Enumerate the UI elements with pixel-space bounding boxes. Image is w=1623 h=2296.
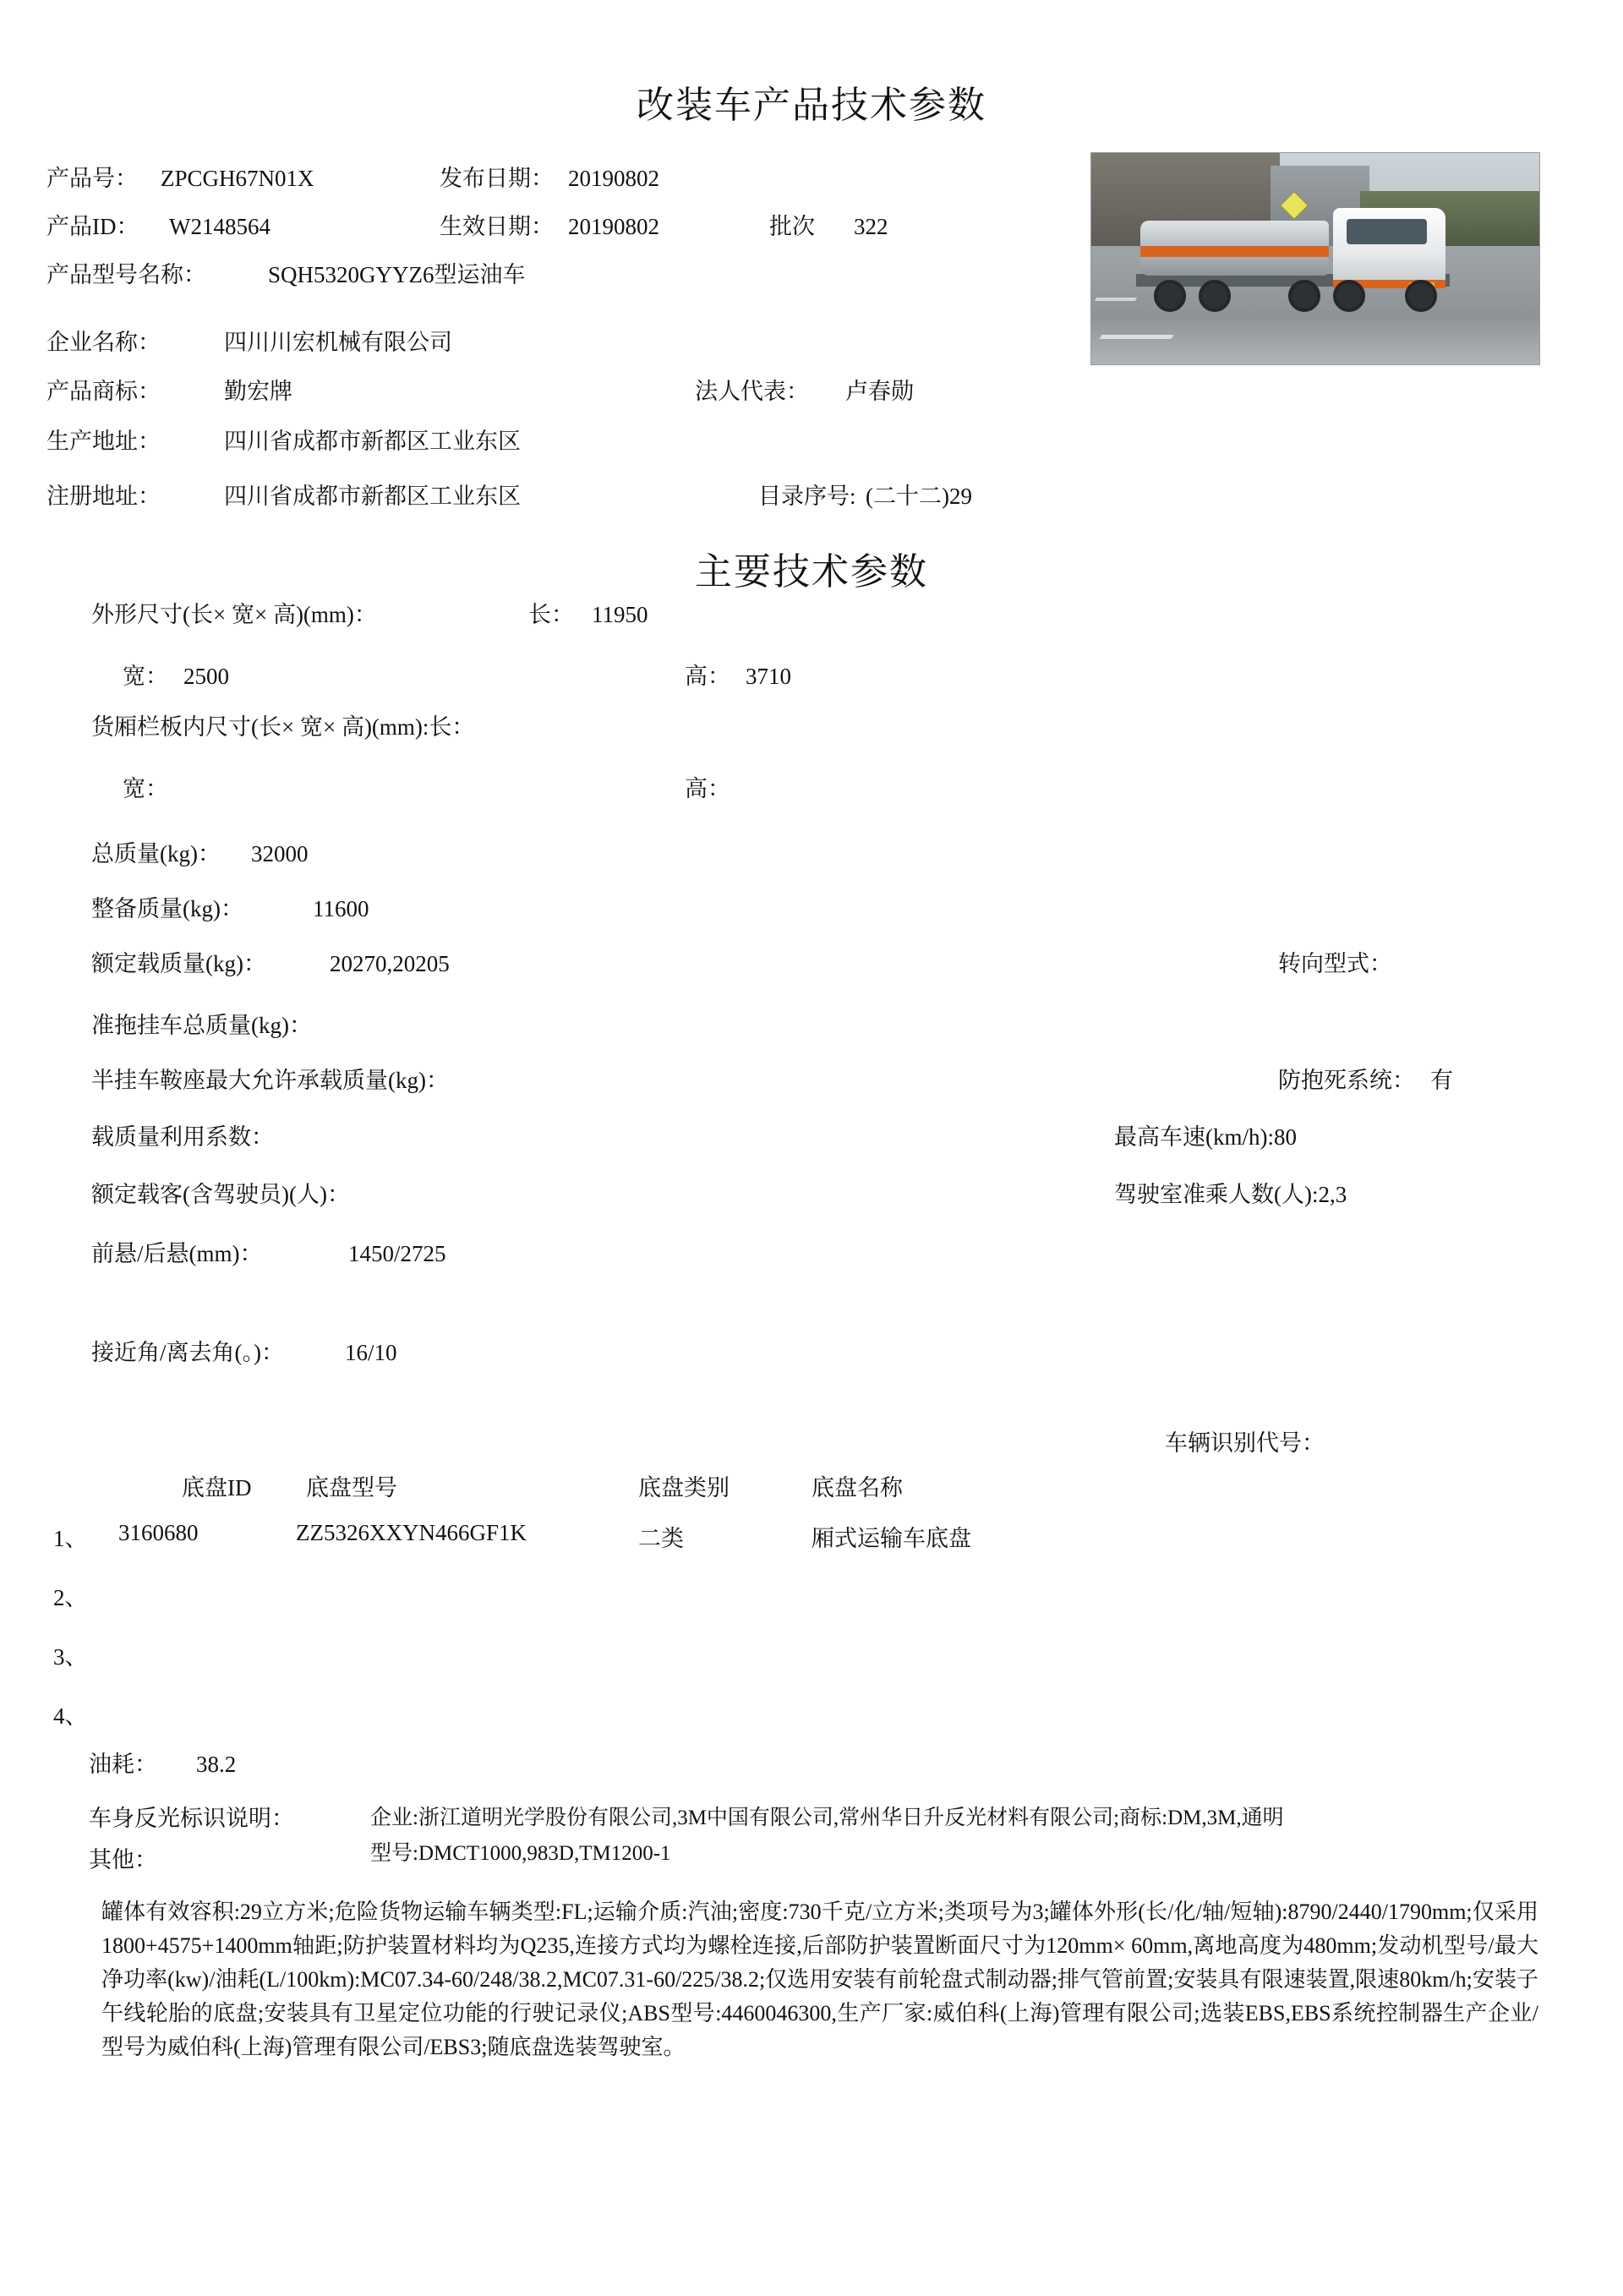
load-coefficient-label: 载质量利用系数： [91,1124,274,1150]
gross-mass-label: 总质量(kg)： [91,841,221,866]
product-no-value: ZPCGH67N01X [161,166,314,191]
max-speed-label: 最高车速(km/h):80 [1114,1124,1297,1150]
trademark-label: 产品商标： [46,379,161,404]
approach-angle-value: 16/10 [345,1340,397,1365]
steering-type-label: 转向型式： [1278,951,1392,976]
height-value: 3710 [746,664,791,689]
saddle-mass-label: 半挂车鞍座最大允许承载质量(kg)： [91,1068,449,1093]
effective-date-value: 20190802 [568,214,659,239]
registered-address-label: 注册地址： [46,484,161,509]
photo-wheel-1 [1154,280,1186,312]
photo-wheel-2 [1199,280,1231,312]
length-value: 11950 [592,602,648,627]
cargo-width-label: 宽： [123,776,168,801]
table-cell-chassis-name: 厢式运输车底盘 [812,1526,971,1551]
approach-angle-label: 接近角/离去角(。)： [91,1340,284,1365]
rated-load-value: 20270,20205 [330,951,450,976]
photo-wheel-5 [1405,280,1437,312]
table-cell-chassis-id: 3160680 [118,1520,199,1545]
rated-passengers-label: 额定载客(含驾驶员)(人)： [91,1182,350,1207]
page-title: 改装车产品技术参数 [637,85,986,126]
product-no-label: 产品号： [46,166,138,191]
width-label: 宽： [123,664,168,689]
batch-label: 批次 [769,214,815,239]
registered-address-value: 四川省成都市新都区工业东区 [224,484,521,509]
release-date-label: 发布日期： [440,166,554,191]
photo-tank-stripe [1140,246,1329,257]
description-paragraph: 罐体有效容积:29立方米;危险货物运输车辆类型:FL;运输介质:汽油;密度:730千克/立方米;类项号为3;罐体外形(长/化/轴/短轴):8790/2440/1790mm;仅采用1800+4575+1400mm轴距;防护装置材料均为Q235,连接方式均为螺栓连接,后部防护装置断面尺寸为120mm× 60mm,离地高度为480mm;发动机型号/最大净功率(kw)/油耗(L/100km):MC07.34-60/248/38.2,MC07.31-60/225/38.2;仅选用安装有前轮盘式制动器;排气管前置;安装具有限速装置,限速80km/h;安装子午线轮胎的底盘;安装具有卫星定位功能的行驶记录仪;ABS型号:4460046300,生产厂家:威伯科(上海)管理有限公司;选装EBS,EBS系统控制器生产企业/型号为威伯科(上海)管理有限公司/EBS3;随底盘选装驾驶室。 [101,1900,1538,2059]
reflective-label: 车身反光标识说明： [89,1806,294,1831]
rated-load-label: 额定载质量(kg)： [91,951,266,976]
fuel-value: 38.2 [196,1752,237,1777]
legal-rep-value: 卢春勋 [845,379,914,404]
length-label: 长： [528,602,574,627]
cargo-dimensions-label: 货厢栏板内尺寸(长× 宽× 高)(mm):长： [91,714,475,740]
release-date-value: 20190802 [568,166,659,191]
table-header-chassis-model: 底盘型号 [306,1475,397,1501]
photo-wheel-4 [1333,280,1365,312]
width-value: 2500 [183,664,229,689]
trailer-mass-label: 准拖挂车总质量(kg)： [91,1013,312,1038]
enterprise-value: 四川川宏机械有限公司 [224,330,452,355]
vin-label: 车辆识别代号： [1165,1430,1325,1456]
photo-wheel-3 [1288,280,1320,312]
table-row: 1、 [53,1526,88,1551]
table-header-chassis-category: 底盘类别 [638,1475,730,1501]
enterprise-label: 企业名称： [46,330,161,355]
production-address-label: 生产地址： [46,429,161,454]
photo-lane-marking-2 [1095,298,1137,301]
dimensions-label: 外形尺寸(长× 宽× 高)(mm)： [91,602,377,627]
table-header-chassis-name: 底盘名称 [812,1475,903,1501]
trademark-value: 勤宏牌 [224,379,292,404]
abs-value: 有 [1430,1068,1453,1093]
table-cell-chassis-category: 二类 [638,1526,684,1551]
product-id-value: W2148564 [169,214,270,239]
gross-mass-value: 32000 [251,841,309,866]
table-cell-chassis-model: ZZ5326XXYN466GF1K [296,1520,527,1545]
model-name-label: 产品型号名称： [46,262,206,287]
product-id-label: 产品ID： [46,214,139,239]
curb-mass-value: 11600 [313,896,369,921]
photo-lane-marking [1099,335,1172,339]
reflective-line-1: 企业:浙江道明光学股份有限公司,3M中国有限公司,常州华日升反光材料有限公司;商标:DM,3M,通明 [370,1807,1284,1829]
production-address-value: 四川省成都市新都区工业东区 [224,429,521,454]
model-name-value: SQH5320GYYZ6型运油车 [268,262,526,287]
cargo-height-label: 高： [685,776,730,801]
legal-rep-label: 法人代表： [695,379,809,404]
reflective-line-2: 型号:DMCT1000,983D,TM1200-1 [370,1842,671,1865]
table-row: 4、 [53,1703,88,1729]
abs-label: 防抱死系统： [1278,1068,1415,1093]
overhang-label: 前悬/后悬(mm)： [91,1241,263,1266]
cab-passengers-label: 驾驶室准乘人数(人):2,3 [1114,1182,1347,1207]
fuel-label: 油耗： [89,1752,157,1777]
section-title: 主要技术参数 [695,551,928,593]
table-header-chassis-id: 底盘ID [182,1475,252,1501]
height-label: 高： [685,664,730,689]
other-label: 其他： [89,1847,157,1872]
photo-cab-window [1347,219,1427,244]
batch-value: 322 [854,214,888,239]
vehicle-photo [1090,152,1540,365]
table-row: 2、 [53,1585,88,1610]
catalog-no-value: (二十二)29 [866,484,972,509]
catalog-no-label: 目录序号: [758,484,856,509]
curb-mass-label: 整备质量(kg)： [91,896,243,921]
table-row: 3、 [53,1644,88,1670]
overhang-value: 1450/2725 [348,1241,446,1266]
effective-date-label: 生效日期： [440,214,554,239]
